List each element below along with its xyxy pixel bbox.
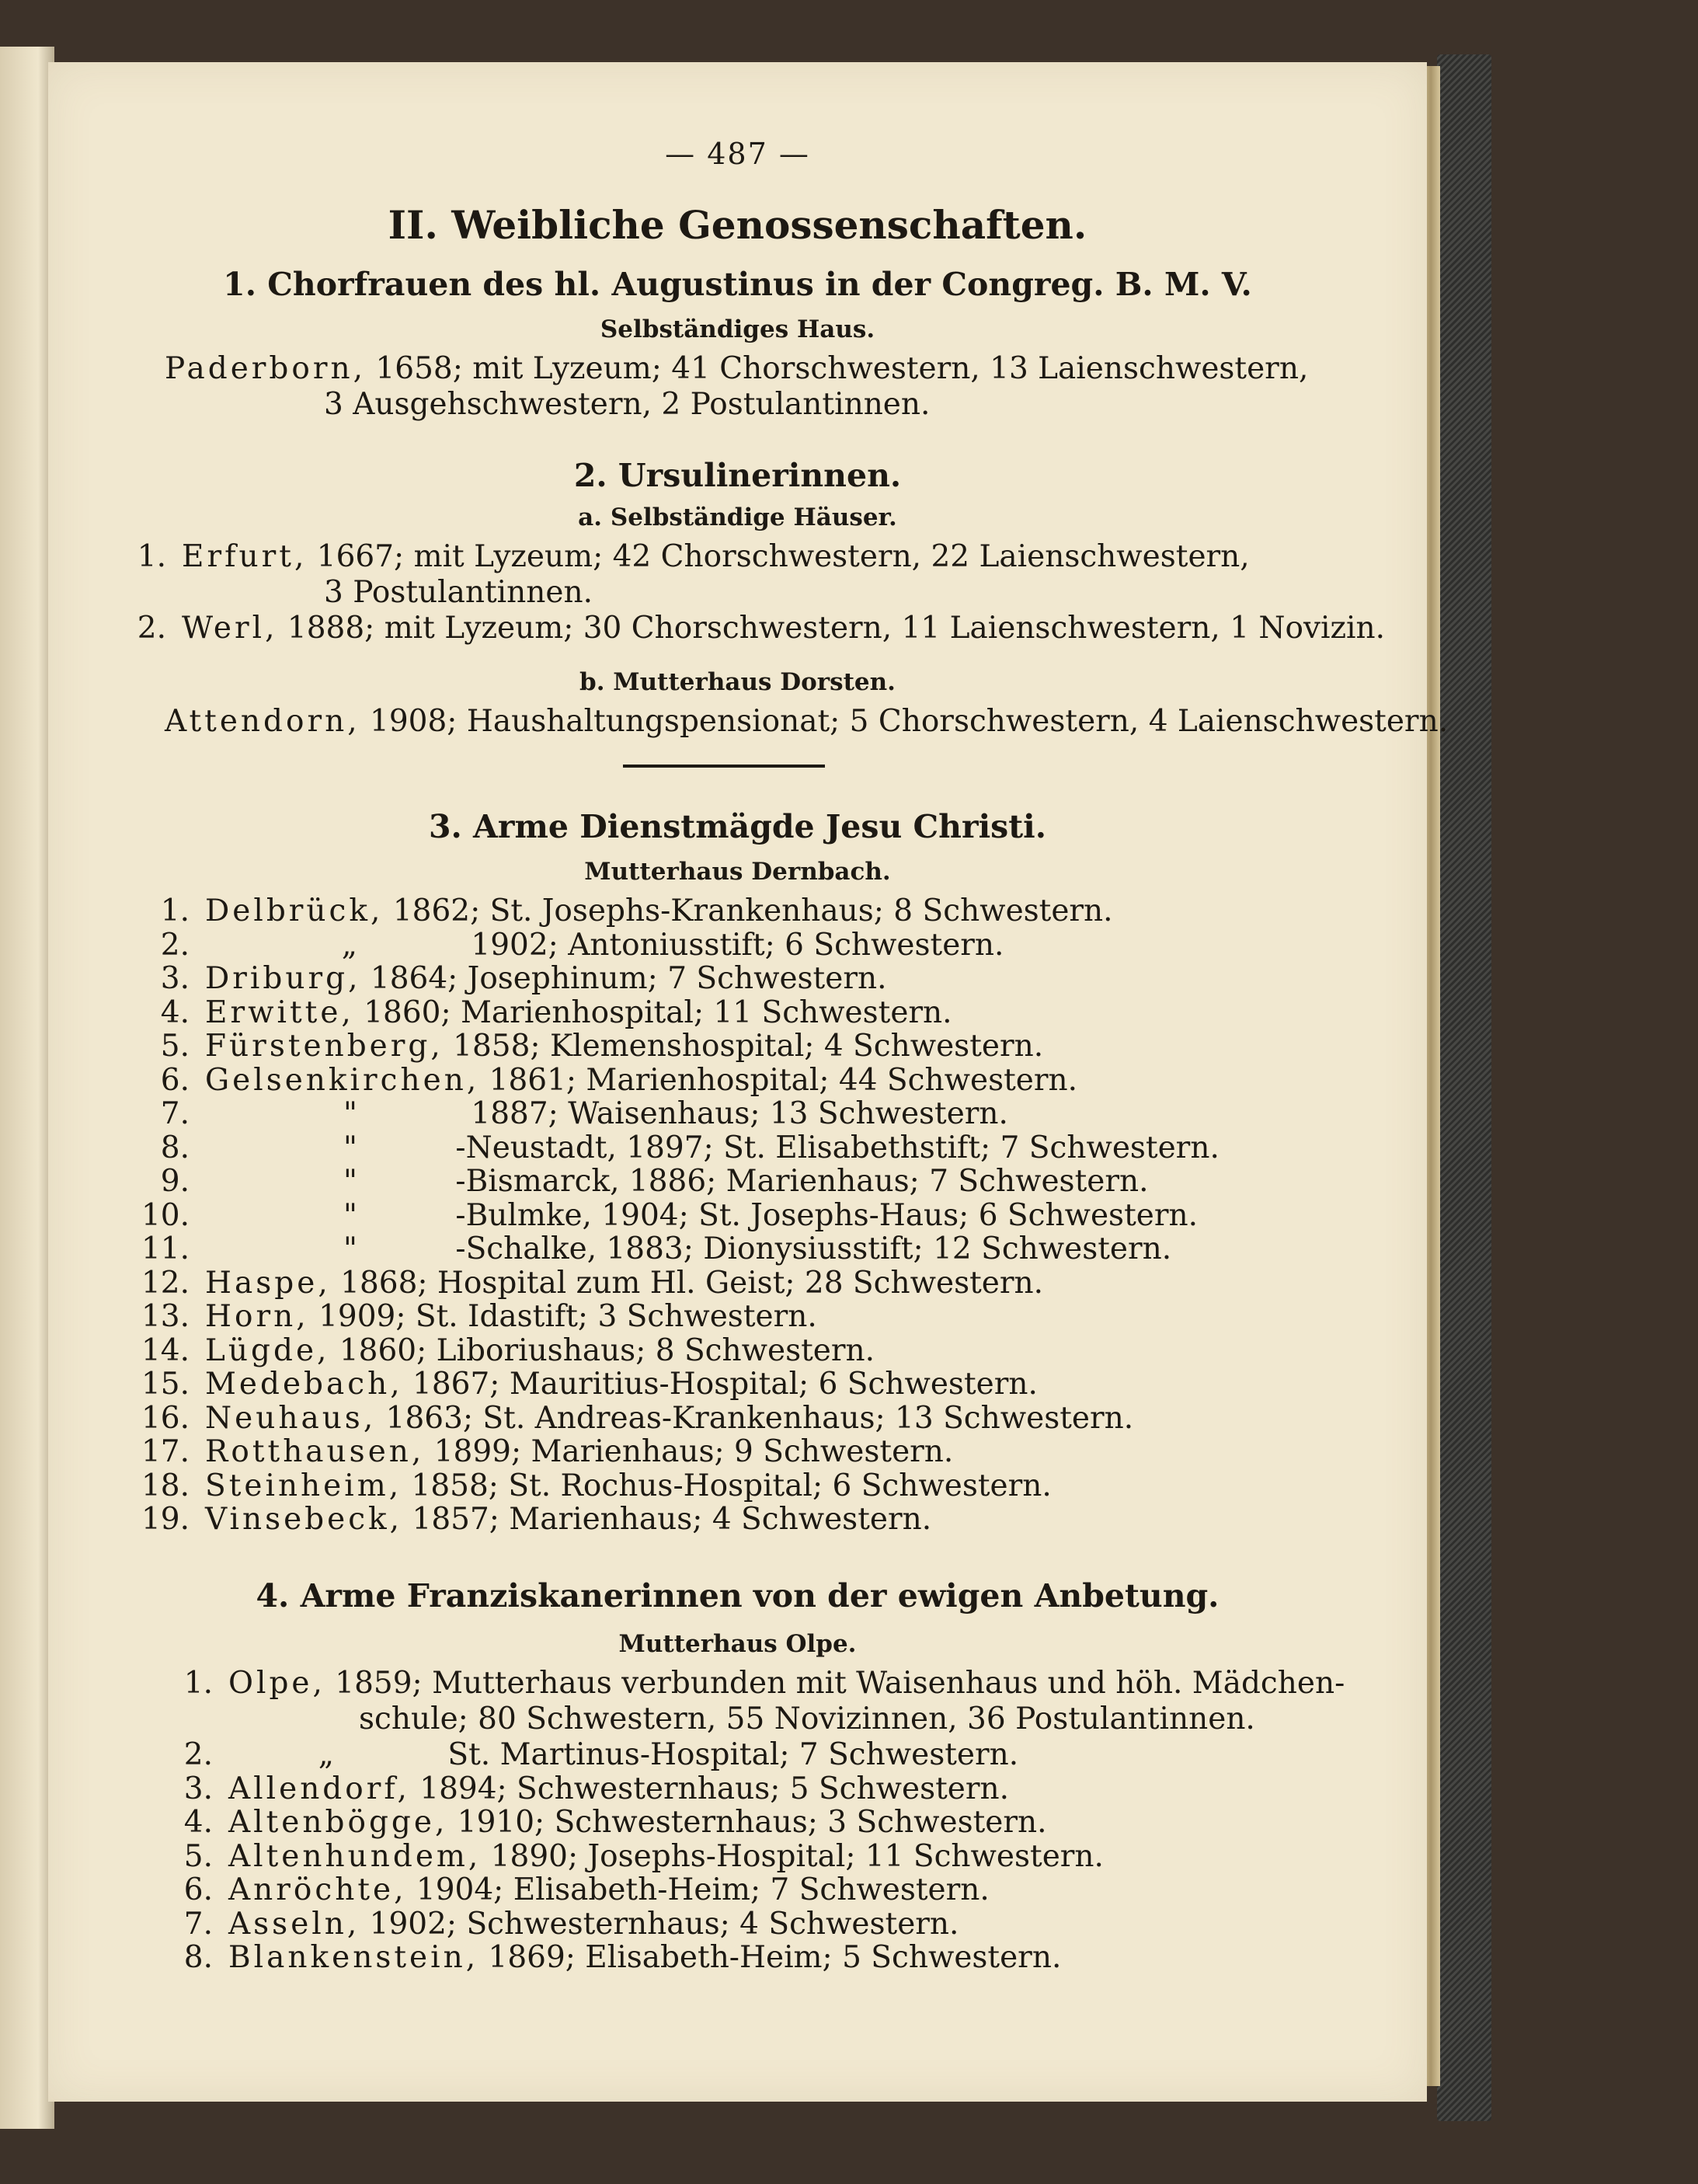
s3-row bbox=[205, 1367, 1038, 1402]
s3-row-number: 8. bbox=[160, 1130, 190, 1165]
s4-e1-line2: schule; 80 Schwestern, 55 Novizinnen, 36 Postulantinnen. bbox=[359, 1702, 1255, 1736]
s3-row bbox=[205, 1029, 1043, 1064]
s3-row-place: Medebach, bbox=[205, 1367, 403, 1402]
s3-row bbox=[205, 1434, 953, 1469]
s1-entry-line2: 3 Ausgehschwestern, 2 Postulantinnen. bbox=[324, 387, 931, 422]
s2-eb-place: Attendorn, bbox=[165, 704, 360, 739]
s4-row bbox=[228, 1940, 1061, 1975]
s3-row-place: Erwitte, bbox=[205, 994, 354, 1030]
s3-row-rest: 1860; Marienhospital; 11 Schwestern. bbox=[364, 994, 952, 1030]
s4-row-number: 3. bbox=[183, 1771, 213, 1806]
s3-row-number: 16. bbox=[141, 1400, 190, 1436]
s3-row-ditto: „ bbox=[341, 927, 360, 963]
s3-row-number: 3. bbox=[160, 961, 190, 996]
s3-row-rest: 1863; St. Andreas-Krankenhaus; 13 Schwestern. bbox=[385, 1400, 1134, 1436]
s3-row-place: Horn, bbox=[205, 1299, 309, 1334]
s2-e2-num: 2. bbox=[137, 611, 166, 646]
s3-row-number: 2. bbox=[160, 927, 190, 963]
s3-row-number: 6. bbox=[160, 1062, 190, 1098]
s2-e1-num: 1. bbox=[137, 539, 166, 574]
s2-eb-line bbox=[165, 704, 1448, 739]
s3-row-number: 7. bbox=[160, 1096, 190, 1131]
s4-row-place: Allendorf, bbox=[228, 1771, 410, 1806]
s1-subtitle: Selbständiges Haus. bbox=[600, 315, 875, 343]
s3-row-number: 1. bbox=[160, 893, 190, 928]
s3-row bbox=[205, 1063, 1077, 1098]
s4-row-rest: 1869; Elisabeth-Heim; 5 Schwestern. bbox=[488, 1940, 1062, 1975]
s4-row-rest: St. Martinus-Hospital; 7 Schwestern. bbox=[447, 1737, 1019, 1772]
s3-row-rest: 1868; Hospital zum Hl. Geist; 28 Schwestern. bbox=[340, 1265, 1043, 1301]
s3-row-number: 5. bbox=[160, 1029, 190, 1064]
s3-row-rest: -Schalke, 1883; Dionysiusstift; 12 Schwestern. bbox=[455, 1231, 1172, 1266]
s3-row-number: 4. bbox=[160, 994, 190, 1030]
s3-row-rest: -Bulmke, 1904; St. Josephs-Haus; 6 Schwestern. bbox=[455, 1197, 1198, 1233]
s3-row bbox=[205, 961, 886, 996]
s2-e2-rest: 1888; mit Lyzeum; 30 Chorschwestern, 11 Laienschwestern, 1 Novizin. bbox=[287, 611, 1386, 646]
s3-row-rest: 1861; Marienhospital; 44 Schwestern. bbox=[489, 1062, 1077, 1098]
s3-row-number: 9. bbox=[160, 1164, 190, 1199]
s3-row-place: Fürstenberg, bbox=[205, 1029, 444, 1064]
s4-row-rest: 1894; Schwesternhaus; 5 Schwestern. bbox=[419, 1771, 1010, 1806]
s3-row-number: 13. bbox=[141, 1299, 190, 1334]
s3-row-rest: 1909; St. Idastift; 3 Schwestern. bbox=[318, 1299, 817, 1334]
s4-title: 4. Arme Franziskanerinnen von der ewigen Anbetung. bbox=[256, 1577, 1220, 1614]
s3-row-number: 15. bbox=[141, 1367, 190, 1402]
s3-row-place: Rotthausen, bbox=[205, 1434, 425, 1469]
s3-row-number: 10. bbox=[141, 1197, 190, 1233]
s4-row-place: Altenhundem, bbox=[228, 1838, 482, 1874]
s3-row-rest: 1862; St. Josephs-Krankenhaus; 8 Schwestern. bbox=[392, 893, 1113, 928]
s3-row bbox=[205, 1299, 817, 1334]
s3-row-place: Lügde, bbox=[205, 1332, 330, 1368]
book-cover-edge bbox=[1437, 54, 1491, 2121]
s3-row-ditto: " bbox=[343, 1096, 360, 1131]
s3-row-rest: -Neustadt, 1897; St. Elisabethstift; 7 Schwestern. bbox=[455, 1130, 1220, 1165]
facing-page-edge bbox=[0, 47, 54, 2129]
page-number: — 487 — bbox=[665, 137, 810, 171]
s3-row bbox=[205, 1096, 1008, 1131]
s3-row bbox=[205, 1401, 1133, 1436]
s1-entry-place: Paderborn, bbox=[165, 351, 367, 386]
s4-row-rest: 1910; Schwesternhaus; 3 Schwestern. bbox=[457, 1805, 1047, 1840]
book-page bbox=[48, 62, 1449, 2102]
s4-row bbox=[228, 1771, 1009, 1806]
section-divider bbox=[623, 765, 825, 768]
s3-row-rest: 1899; Marienhaus; 9 Schwestern. bbox=[433, 1434, 954, 1469]
s4-row-ditto: „ bbox=[318, 1737, 337, 1772]
s2-sub-a: a. Selbständige Häuser. bbox=[578, 503, 897, 531]
s3-row-rest: 1860; Liboriushaus; 8 Schwestern. bbox=[339, 1332, 875, 1368]
s3-row-place: Delbrück, bbox=[205, 893, 384, 928]
s3-row bbox=[205, 1231, 1171, 1266]
s2-sub-b: b. Mutterhaus Dorsten. bbox=[579, 668, 896, 696]
s2-e1-rest: 1667; mit Lyzeum; 42 Chorschwestern, 22 Laienschwestern, bbox=[316, 539, 1250, 574]
s2-e1-line2: 3 Postulantinnen. bbox=[324, 575, 593, 610]
s3-row-number: 17. bbox=[141, 1434, 190, 1469]
s3-row-place: Neuhaus, bbox=[205, 1400, 377, 1436]
s4-row-rest: 1890; Josephs-Hospital; 11 Schwestern. bbox=[490, 1838, 1104, 1874]
s3-row-number: 12. bbox=[141, 1265, 190, 1301]
s4-e1-line1 bbox=[228, 1666, 1345, 1701]
s3-row bbox=[205, 1130, 1220, 1165]
s3-row bbox=[205, 1333, 875, 1368]
s4-row-number: 6. bbox=[183, 1872, 213, 1907]
s4-row bbox=[228, 1907, 959, 1942]
s2-eb-rest: 1908; Haushaltungspensionat; 5 Chorschwestern, 4 Laienschwestern. bbox=[370, 704, 1449, 739]
s3-row bbox=[205, 928, 1004, 963]
s3-row-ditto: " bbox=[343, 1130, 360, 1165]
s4-row-place: Anröchte, bbox=[228, 1872, 407, 1907]
s3-row-place: Vinsebeck, bbox=[205, 1502, 403, 1537]
s3-row-place: Haspe, bbox=[205, 1265, 331, 1301]
s3-row bbox=[205, 1266, 1043, 1301]
s4-row-number: 7. bbox=[183, 1906, 213, 1942]
s3-row bbox=[205, 1198, 1198, 1233]
s3-row-ditto: " bbox=[343, 1197, 360, 1233]
s3-row-ditto: " bbox=[343, 1231, 360, 1266]
s2-title: 2. Ursulinerinnen. bbox=[573, 457, 902, 494]
s2-e2-place: Werl, bbox=[182, 611, 278, 646]
s4-e1-num: 1. bbox=[183, 1666, 213, 1701]
s3-row-rest: 1858; Klemenshospital; 4 Schwestern. bbox=[453, 1029, 1044, 1064]
s3-subtitle: Mutterhaus Dernbach. bbox=[584, 858, 891, 886]
s3-row-place: Gelsenkirchen, bbox=[205, 1062, 480, 1098]
s3-row-rest: -Bismarck, 1886; Marienhaus; 7 Schwestern. bbox=[455, 1164, 1149, 1199]
s4-e1-rest: 1859; Mutterhaus verbunden mit Waisenhaus und höh. Mädchen- bbox=[335, 1666, 1345, 1701]
s3-row bbox=[205, 1164, 1148, 1199]
s4-row-place: Altenbögge, bbox=[228, 1805, 448, 1840]
s4-row-rest: 1904; Elisabeth-Heim; 7 Schwestern. bbox=[416, 1872, 990, 1907]
s3-row-number: 11. bbox=[141, 1231, 190, 1266]
s3-row-rest: 1864; Josephinum; 7 Schwestern. bbox=[370, 961, 887, 996]
s1-entry-line1 bbox=[165, 351, 1308, 386]
s3-row-number: 19. bbox=[141, 1502, 190, 1537]
s3-title: 3. Arme Dienstmägde Jesu Christi. bbox=[428, 808, 1047, 845]
s3-row-rest: 1857; Marienhaus; 4 Schwestern. bbox=[412, 1502, 932, 1537]
s4-row-number: 4. bbox=[183, 1805, 213, 1840]
s3-row-rest: 1867; Mauritius-Hospital; 6 Schwestern. bbox=[412, 1367, 1038, 1402]
s3-row-rest: 1902; Antoniusstift; 6 Schwestern. bbox=[471, 927, 1004, 963]
s3-row-place: Driburg, bbox=[205, 961, 361, 996]
s2-e2-line bbox=[182, 611, 1385, 646]
s4-row-number: 5. bbox=[183, 1838, 213, 1874]
s4-row-number: 2. bbox=[183, 1737, 213, 1772]
s4-row bbox=[228, 1872, 990, 1907]
s4-subtitle: Mutterhaus Olpe. bbox=[618, 1630, 857, 1658]
s1-title: 1. Chorfrauen des hl. Augustinus in der Congreg. B. M. V. bbox=[223, 266, 1252, 303]
s2-e1-line1 bbox=[182, 539, 1250, 574]
s3-row-number: 18. bbox=[141, 1468, 190, 1503]
s3-row-rest: 1858; St. Rochus-Hospital; 6 Schwestern. bbox=[411, 1468, 1052, 1503]
s4-row-place: Blankenstein, bbox=[228, 1940, 479, 1975]
s3-row-place: Steinheim, bbox=[205, 1468, 402, 1503]
s3-row bbox=[205, 1468, 1052, 1503]
s3-row-ditto: " bbox=[343, 1164, 360, 1199]
s4-row bbox=[228, 1839, 1104, 1874]
s4-row-rest: 1902; Schwesternhaus; 4 Schwestern. bbox=[369, 1906, 959, 1942]
s4-row bbox=[228, 1737, 1018, 1772]
s4-row-place: Asseln, bbox=[228, 1906, 360, 1942]
s3-row-rest: 1887; Waisenhaus; 13 Schwestern. bbox=[471, 1096, 1008, 1131]
section-title: II. Weibliche Genossenschaften. bbox=[388, 202, 1087, 248]
s4-row-number: 8. bbox=[183, 1940, 213, 1975]
s3-row bbox=[205, 893, 1113, 928]
s4-e1-place: Olpe, bbox=[228, 1666, 325, 1701]
s1-entry-rest: 1658; mit Lyzeum; 41 Chorschwestern, 13 Laienschwestern, bbox=[375, 351, 1309, 386]
s4-row bbox=[228, 1805, 1047, 1840]
s3-row bbox=[205, 1502, 931, 1537]
s3-row-number: 14. bbox=[141, 1332, 190, 1368]
s3-row bbox=[205, 995, 952, 1030]
s2-e1-place: Erfurt, bbox=[182, 539, 308, 574]
